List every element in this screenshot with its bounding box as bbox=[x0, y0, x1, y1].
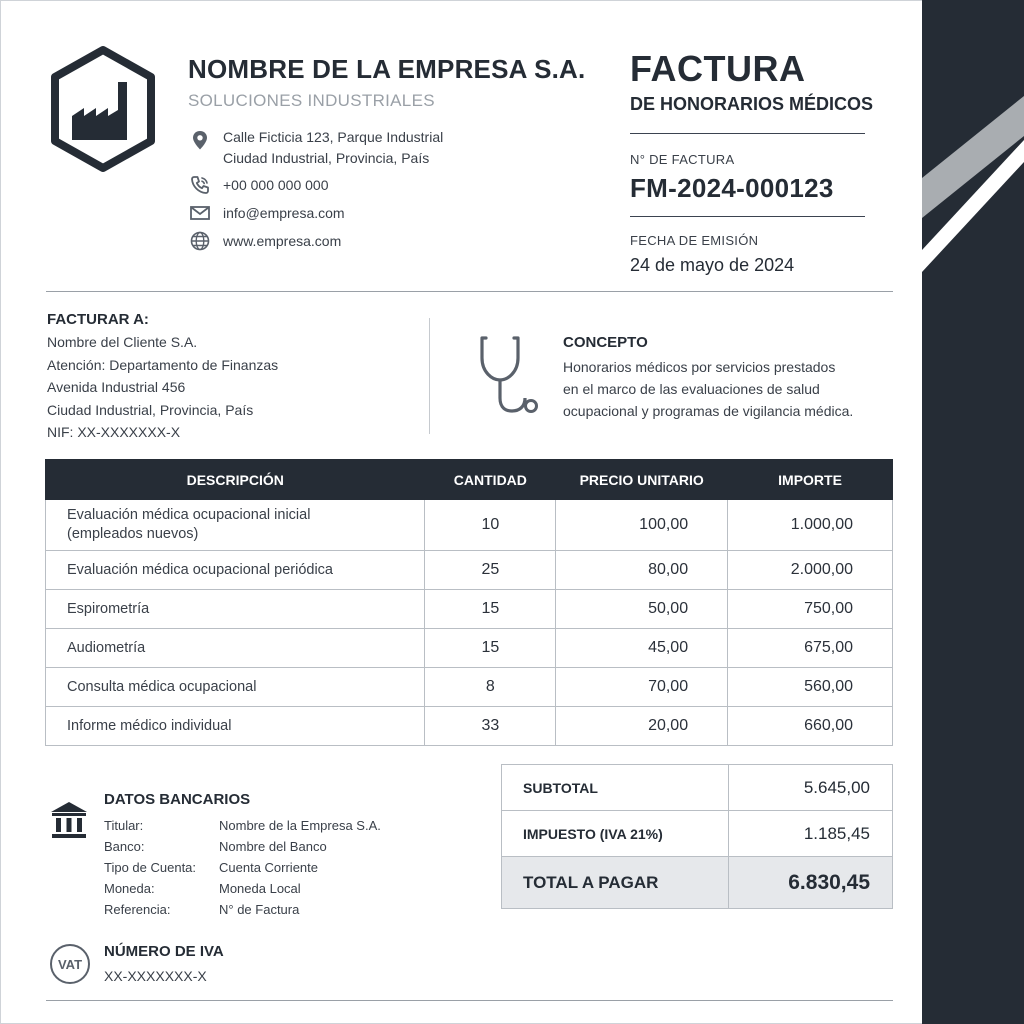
item-description-line: Evaluación médica ocupacional inicial bbox=[67, 507, 311, 523]
subtotal-label: SUBTOTAL bbox=[502, 765, 729, 811]
concept-title: CONCEPTO bbox=[563, 334, 648, 351]
invoice-number: FM-2024-000123 bbox=[630, 173, 834, 203]
item-quantity: 8 bbox=[425, 668, 556, 707]
subtotal-row bbox=[502, 765, 893, 811]
grand-total-value: 6.830,45 bbox=[729, 857, 893, 909]
item-description: Consulta médica ocupacional bbox=[46, 668, 425, 707]
concept-line: en el marco de las evaluaciones de salud bbox=[563, 381, 820, 397]
vat-number: XX-XXXXXXX-X bbox=[104, 968, 207, 984]
invoice-subtitle: DE HONORARIOS MÉDICOS bbox=[630, 94, 874, 114]
section-divider bbox=[46, 291, 893, 292]
website-url: www.empresa.com bbox=[223, 233, 342, 249]
item-description: Audiometría bbox=[46, 629, 425, 668]
invoice-number-label: N° DE FACTURA bbox=[630, 152, 735, 167]
vertical-divider bbox=[429, 318, 430, 434]
bill-to-line: NIF: XX-XXXXXXX-X bbox=[47, 424, 181, 440]
item-amount: 1.000,00 bbox=[728, 500, 893, 551]
table-row bbox=[46, 707, 893, 746]
column-header: CANTIDAD bbox=[425, 460, 556, 500]
item-amount: 675,00 bbox=[728, 629, 893, 668]
item-unit-price: 70,00 bbox=[556, 668, 728, 707]
concept-description bbox=[563, 356, 853, 422]
phone-icon bbox=[189, 174, 211, 196]
column-header: IMPORTE bbox=[728, 460, 893, 500]
issue-date: 24 de mayo de 2024 bbox=[630, 255, 795, 275]
issue-date-label: FECHA DE EMISIÓN bbox=[630, 233, 759, 248]
stethoscope-icon bbox=[478, 334, 542, 416]
tax-row bbox=[502, 811, 893, 857]
bank-label: Tipo de Cuenta: bbox=[104, 860, 197, 875]
globe-icon bbox=[189, 230, 211, 252]
bank-label: Titular: bbox=[104, 818, 144, 833]
item-quantity: 25 bbox=[425, 551, 556, 590]
item-quantity: 10 bbox=[425, 500, 556, 551]
item-description: Evaluación médica ocupacional periódica bbox=[46, 551, 425, 590]
item-amount: 560,00 bbox=[728, 668, 893, 707]
column-header: DESCRIPCIÓN bbox=[46, 460, 425, 500]
decorative-side-band bbox=[922, 0, 1024, 1024]
bill-to-line: Avenida Industrial 456 bbox=[47, 379, 186, 395]
item-unit-price: 100,00 bbox=[556, 500, 728, 551]
item-unit-price: 80,00 bbox=[556, 551, 728, 590]
bank-label: Moneda: bbox=[104, 881, 155, 896]
mail-icon bbox=[189, 202, 211, 224]
bill-to-line: Nombre del Cliente S.A. bbox=[47, 334, 198, 350]
tax-label: IMPUESTO (IVA 21%) bbox=[502, 811, 729, 857]
bank-details-title: DATOS BANCARIOS bbox=[104, 791, 251, 808]
item-unit-price: 50,00 bbox=[556, 590, 728, 629]
bank-value: Moneda Local bbox=[219, 881, 301, 896]
location-pin-icon bbox=[189, 129, 211, 151]
item-description-line: (empleados nuevos) bbox=[67, 526, 199, 542]
invoice-title: FACTURA bbox=[630, 48, 806, 89]
bill-to-title: FACTURAR A: bbox=[47, 311, 149, 328]
company-tagline: SOLUCIONES INDUSTRIALES bbox=[188, 91, 435, 110]
item-amount: 660,00 bbox=[728, 707, 893, 746]
email-address: info@empresa.com bbox=[223, 205, 345, 221]
header-divider bbox=[630, 133, 865, 134]
grand-total-row bbox=[502, 857, 893, 909]
table-header-row bbox=[46, 460, 893, 500]
vat-title: NÚMERO DE IVA bbox=[104, 943, 224, 960]
address-line-1: Calle Ficticia 123, Parque Industrial bbox=[223, 129, 444, 145]
item-description: Espirometría bbox=[46, 590, 425, 629]
concept-line: ocupacional y programas de vigilancia médica. bbox=[563, 403, 854, 419]
bill-to-line: Ciudad Industrial, Provincia, País bbox=[47, 401, 254, 418]
bank-value: N° de Factura bbox=[219, 902, 300, 917]
footer-divider bbox=[46, 1000, 893, 1001]
factory-hexagon-logo bbox=[48, 44, 158, 174]
bill-to-block bbox=[47, 331, 278, 444]
phone-number: +00 000 000 000 bbox=[223, 177, 329, 193]
item-amount: 750,00 bbox=[728, 590, 893, 629]
table-row bbox=[46, 500, 893, 551]
item-description: Informe médico individual bbox=[46, 707, 425, 746]
bill-to-line: Atención: Departamento de Finanzas bbox=[47, 356, 279, 373]
item-unit-price: 20,00 bbox=[556, 707, 728, 746]
company-name: NOMBRE DE LA EMPRESA S.A. bbox=[188, 54, 586, 84]
bank-value: Cuenta Corriente bbox=[219, 860, 318, 875]
item-description bbox=[46, 500, 425, 551]
grand-total-label: TOTAL A PAGAR bbox=[502, 857, 729, 909]
vat-badge-text: VAT bbox=[57, 956, 83, 972]
address-line-2: Ciudad Industrial, Provincia, País bbox=[223, 150, 430, 166]
item-quantity: 15 bbox=[425, 629, 556, 668]
bank-label: Referencia: bbox=[104, 902, 171, 917]
diagonal-stripes-decoration bbox=[922, 0, 1024, 1024]
table-row bbox=[46, 629, 893, 668]
bank-value: Nombre de la Empresa S.A. bbox=[219, 818, 381, 833]
column-header: PRECIO UNITARIO bbox=[556, 460, 728, 500]
bank-label: Banco: bbox=[104, 839, 145, 854]
header-divider bbox=[630, 216, 865, 217]
items-table bbox=[45, 459, 893, 746]
vat-badge-icon bbox=[50, 944, 90, 984]
item-unit-price: 45,00 bbox=[556, 629, 728, 668]
bank-icon bbox=[50, 800, 88, 840]
item-quantity: 33 bbox=[425, 707, 556, 746]
totals-table bbox=[501, 764, 893, 909]
concept-line: Honorarios médicos por servicios prestados bbox=[563, 359, 836, 375]
table-row bbox=[46, 590, 893, 629]
table-row bbox=[46, 668, 893, 707]
tax-value: 1.185,45 bbox=[729, 811, 893, 857]
item-quantity: 15 bbox=[425, 590, 556, 629]
table-row bbox=[46, 551, 893, 590]
item-amount: 2.000,00 bbox=[728, 551, 893, 590]
bank-value: Nombre del Banco bbox=[219, 839, 327, 854]
subtotal-value: 5.645,00 bbox=[729, 765, 893, 811]
